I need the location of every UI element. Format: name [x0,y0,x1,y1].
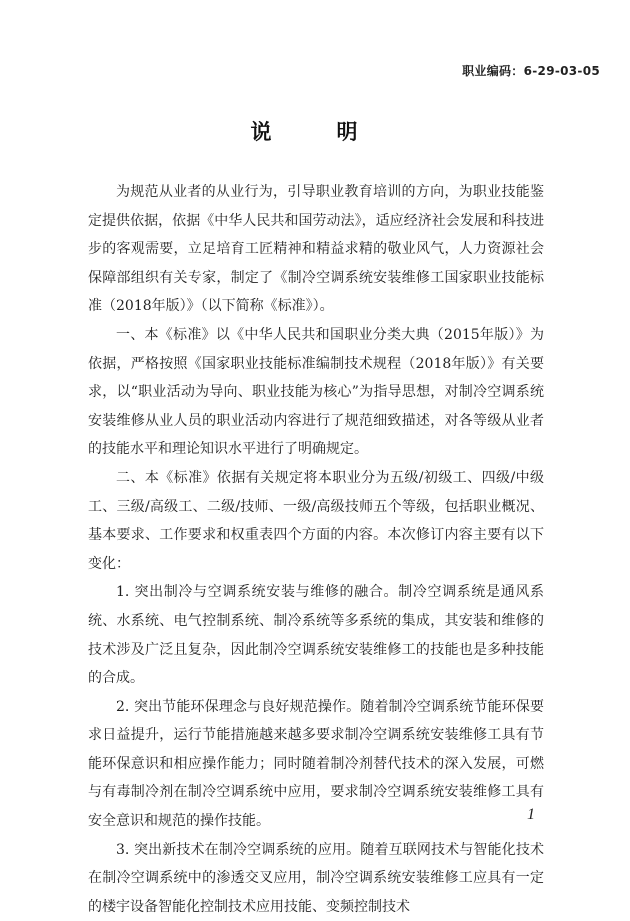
body-text [88,178,544,921]
paragraph-item-3: 3. 突出新技术在制冷空调系统的应用。随着互联网技术与智能化技术在制冷空调系统中的渗透交叉应用，制冷空调系统安装维修工应具有一定的楼宇设备智能化控制技术应用技能、变频控制技术 [88,841,544,915]
page-number: 1 [527,806,535,823]
paragraph-item-1: 1. 突出制冷与空调系统安装与维修的融合。制冷空调系统是通风系统、水系统、电气控制系统、制冷系统等多系统的集成，其安装和维修的技术涉及广泛且复杂，因此制冷空调系统安装维修工的技能也是多种技能的合成。 [88,584,544,687]
page-title: 说 明 [250,120,380,144]
paragraph-item-2: 2. 突出节能环保理念与良好规范操作。随着制冷空调系统节能环保要求日益提升，运行节能措施越来越多要求制冷空调系统安装维修工具有节能环保意识和相应操作能力；同时随着制冷剂替代技术的深入发展，可燃与有毒制冷剂在制冷空调系统中应用，要求制冷空调系统安装维修工具有安全意识和规范的操作技能。 [88,698,544,830]
paragraph-one: 一、本《标准》以《中华人民共和国职业分类大典（2015年版）》为依据，严格按照《国家职业技能标准编制技术规程（2018年版）》有关要求，以“职业活动为导向、职业技能为核心”为指导思想，对制冷空调系统安装维修从业人员的职业活动内容进行了规范细致描述，对各等级从业者的技能水平和理论知识水平进行了明确规定。 [88,326,544,458]
paragraph-intro: 为规范从业者的从业行为，引导职业教育培训的方向，为职业技能鉴定提供依据，依据《中华人民共和国劳动法》，适应经济社会发展和科技进步的客观需要，立足培育工匠精神和精益求精的敬业风气，人力资源社会保障部组织有关专家，制定了《制冷空调系统安装维修工国家职业技能标准（2018年版）》（以下简称《标准》）。 [88,184,544,315]
paragraph-two: 二、本《标准》依据有关规定将本职业分为五级/初级工、四级/中级工、三级/高级工、二级/技师、一级/高级技师五个等级，包括职业概况、基本要求、工作要求和权重表四个方面的内容。本次修订内容主要有以下变化： [88,469,544,572]
occupation-code: 职业编码：6-29-03-05 [462,64,600,78]
